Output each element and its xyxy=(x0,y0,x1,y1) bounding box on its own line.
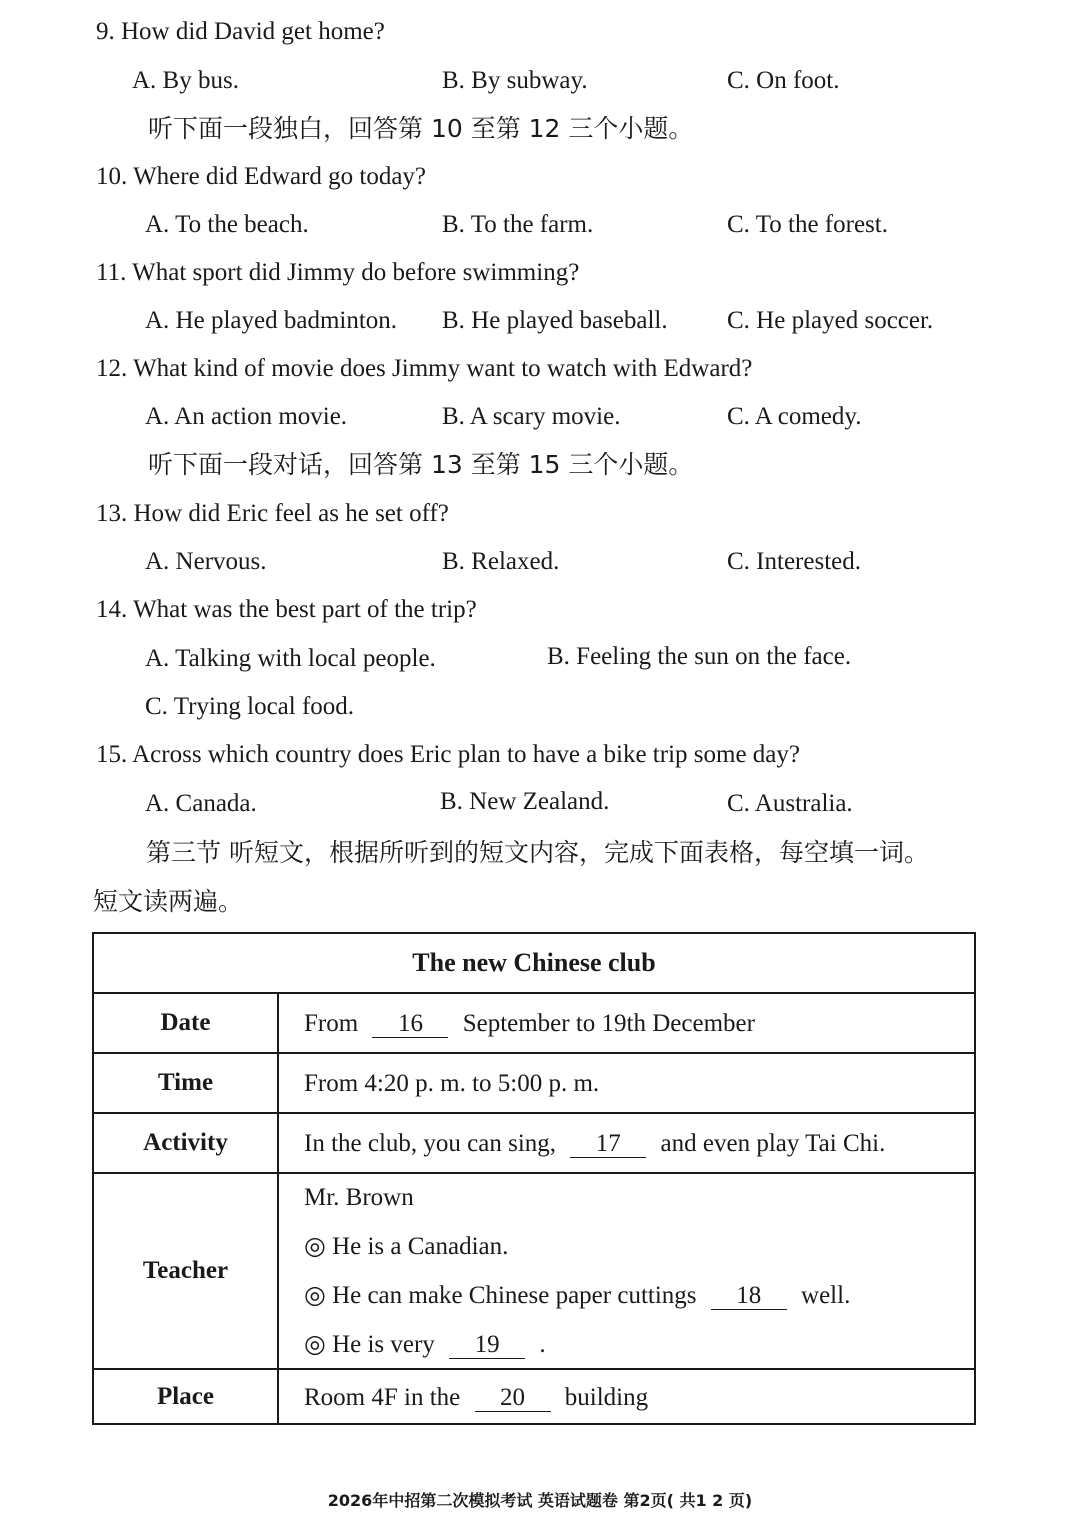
instruction-text: 听下面一段对话，回答第 13 至第 15 三个小题。 xyxy=(148,450,694,479)
option-c: C. Trying local food. xyxy=(145,693,355,720)
table-row-time xyxy=(94,1054,974,1114)
question-13 xyxy=(96,498,449,530)
teacher-name: Mr. Brown xyxy=(304,1184,414,1211)
question-text: How did Eric feel as he set off? xyxy=(133,500,449,527)
activity-suffix: and even play Tai Chi. xyxy=(660,1130,886,1157)
option-c: C. Australia. xyxy=(727,790,853,817)
row-label: Date xyxy=(94,994,279,1052)
place-content xyxy=(304,1382,648,1414)
teacher-line-3 xyxy=(304,1329,546,1361)
option-a: A. To the beach. xyxy=(145,211,309,238)
option-a: A. Talking with local people. xyxy=(145,645,436,672)
answer-blank-19[interactable]: 19 xyxy=(449,1332,525,1359)
option-c: C. To the forest. xyxy=(727,211,888,238)
question-text: What kind of movie does Jimmy want to watch with Edward? xyxy=(133,355,753,382)
question-number: 15. xyxy=(96,741,128,768)
option-b: B. Feeling the sun on the face. xyxy=(547,643,852,670)
question-10 xyxy=(96,161,426,193)
question-text: Across which country does Eric plan to have a bike trip some day? xyxy=(132,741,800,768)
question-text: What sport did Jimmy do before swimming? xyxy=(132,259,580,286)
option-b: B. To the farm. xyxy=(442,211,594,238)
question-12 xyxy=(96,353,752,385)
option-a: A. He played badminton. xyxy=(145,307,398,334)
teacher-line-2-suffix: well. xyxy=(801,1282,851,1309)
section-heading: 第三节 听短文，根据所听到的短文内容，完成下面表格，每空填一词。 xyxy=(146,838,929,867)
page-footer: 2026年中招第二次模拟考试 英语试题卷 第2页( 共1 2 页) xyxy=(327,1491,753,1510)
table-row-teacher xyxy=(94,1174,974,1370)
row-label: Place xyxy=(94,1370,279,1423)
time-content: From 4:20 p. m. to 5:00 p. m. xyxy=(304,1070,600,1097)
question-text: How did David get home? xyxy=(121,18,385,45)
question-number: 10. xyxy=(96,163,128,190)
question-text: What was the best part of the trip? xyxy=(133,596,477,623)
question-number: 9. xyxy=(96,18,115,45)
table-title: The new Chinese club xyxy=(412,948,656,977)
question-number: 12. xyxy=(96,355,128,382)
option-a: A. Nervous. xyxy=(145,548,267,575)
question-11 xyxy=(96,257,579,289)
teacher-line-3-suffix: . xyxy=(539,1331,546,1358)
table-row-date xyxy=(94,994,974,1054)
activity-content xyxy=(304,1128,885,1160)
table-row-activity xyxy=(94,1114,974,1174)
teacher-line-3-prefix: ◎ He is very xyxy=(304,1331,435,1358)
question-number: 13. xyxy=(96,500,128,527)
place-prefix: Room 4F in the xyxy=(304,1384,461,1411)
option-c: C. Interested. xyxy=(727,548,861,575)
question-text: Where did Edward go today? xyxy=(133,163,427,190)
question-9 xyxy=(96,16,385,48)
table-row-place xyxy=(94,1370,974,1423)
instruction-text: 听下面一段独白，回答第 10 至第 12 三个小题。 xyxy=(148,114,694,143)
option-a: A. By bus. xyxy=(132,67,239,94)
option-a: A. An action movie. xyxy=(145,403,348,430)
teacher-line-2 xyxy=(304,1280,850,1312)
section-subheading: 短文读两遍。 xyxy=(93,887,244,916)
question-number: 11. xyxy=(96,259,127,286)
date-prefix: From xyxy=(304,1010,359,1037)
option-b: B. He played baseball. xyxy=(442,307,668,334)
activity-prefix: In the club, you can sing, xyxy=(304,1130,557,1157)
club-info-table xyxy=(92,932,976,1425)
answer-blank-18[interactable]: 18 xyxy=(711,1283,787,1310)
option-c: C. On foot. xyxy=(727,67,840,94)
row-label: Teacher xyxy=(94,1174,279,1368)
date-suffix: September to 19th December xyxy=(462,1010,755,1037)
option-b: B. A scary movie. xyxy=(442,403,621,430)
teacher-line-2-prefix: ◎ He can make Chinese paper cuttings xyxy=(304,1282,697,1309)
answer-blank-20[interactable]: 20 xyxy=(475,1385,551,1412)
teacher-line-1: ◎ He is a Canadian. xyxy=(304,1233,509,1260)
option-a: A. Canada. xyxy=(145,790,257,817)
question-number: 14. xyxy=(96,596,128,623)
option-c: C. He played soccer. xyxy=(727,307,934,334)
row-label: Activity xyxy=(94,1114,279,1172)
option-c: C. A comedy. xyxy=(727,403,862,430)
place-suffix: building xyxy=(564,1384,649,1411)
table-title-row xyxy=(94,934,974,994)
date-content xyxy=(304,1008,755,1040)
question-14 xyxy=(96,594,477,626)
answer-blank-17[interactable]: 17 xyxy=(570,1131,646,1158)
option-b: B. By subway. xyxy=(442,67,588,94)
answer-blank-16[interactable]: 16 xyxy=(372,1011,448,1038)
option-b: B. Relaxed. xyxy=(442,548,560,575)
question-15 xyxy=(96,739,800,771)
row-label: Time xyxy=(94,1054,279,1112)
option-b: B. New Zealand. xyxy=(440,788,610,815)
